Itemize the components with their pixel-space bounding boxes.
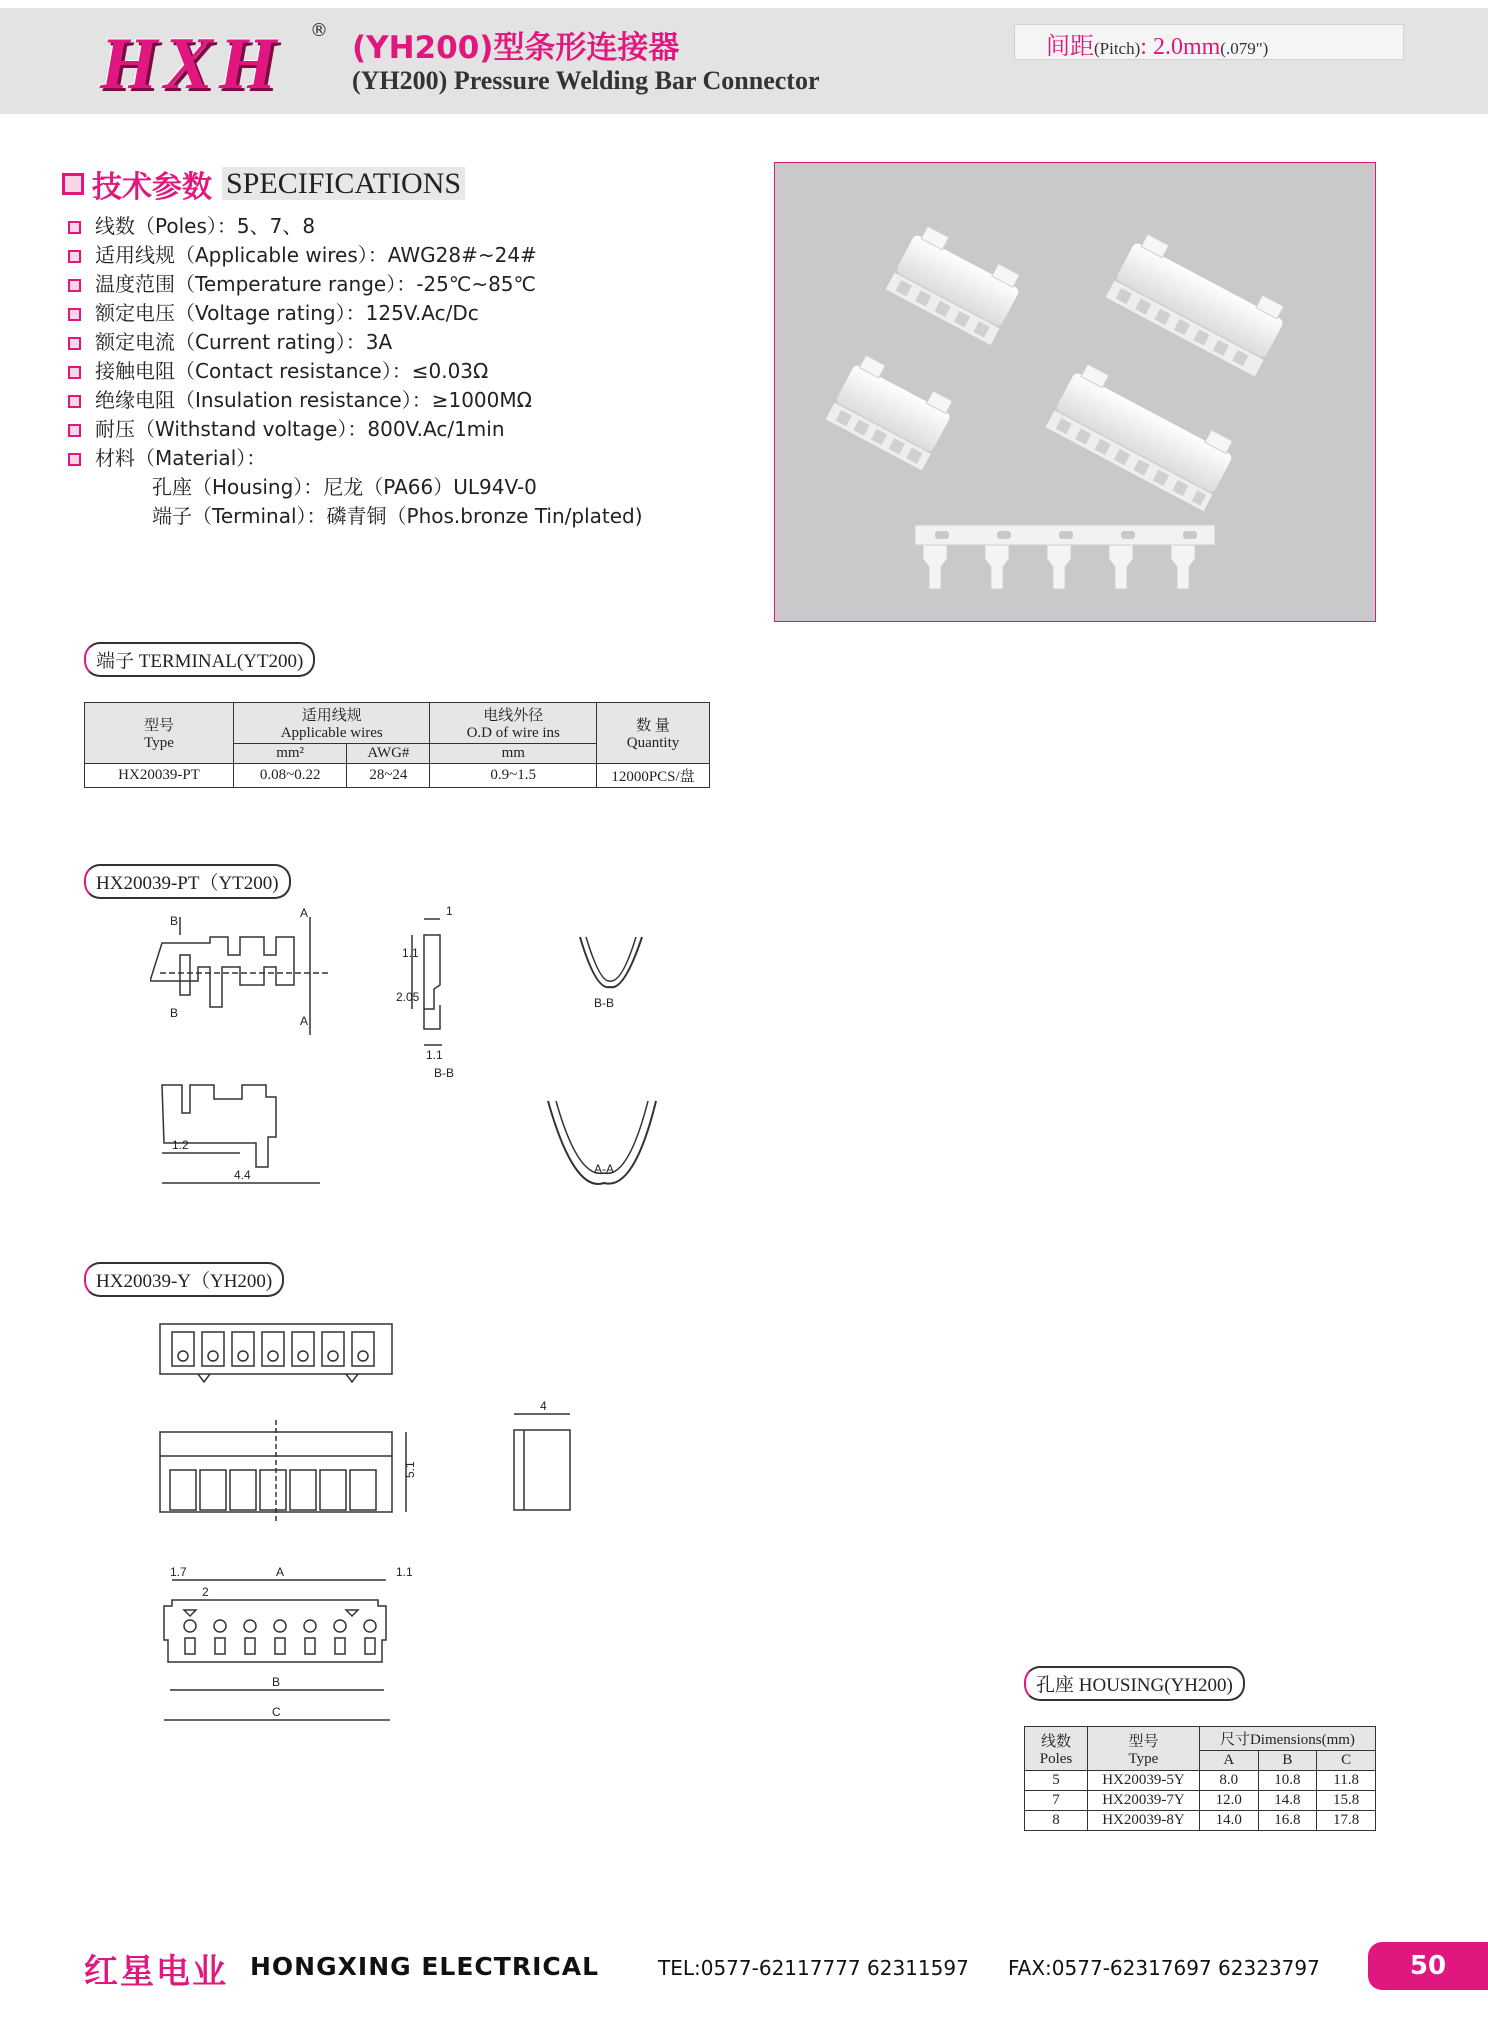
bullet-square-icon bbox=[68, 366, 81, 379]
specs-heading bbox=[62, 162, 465, 206]
spec-item bbox=[68, 268, 536, 297]
cell-qty: 12000PCS/盘 bbox=[597, 764, 710, 788]
spec-item bbox=[68, 326, 392, 355]
spec-text: 温度范围（Temperature range）：-25℃~85℃ bbox=[95, 272, 536, 296]
dim-1-1: 1.1 bbox=[402, 946, 419, 960]
dim-1-1: 1.1 bbox=[426, 1048, 443, 1062]
cell-poles: 7 bbox=[1025, 1791, 1088, 1811]
material-terminal: 端子（Terminal）：磷青铜（Phos.bronze Tin/plated) bbox=[152, 504, 643, 528]
bullet-square-icon bbox=[68, 279, 81, 292]
cell-a: 8.0 bbox=[1199, 1771, 1258, 1791]
dim-a: A bbox=[276, 1565, 285, 1579]
label-a: A bbox=[300, 906, 309, 920]
spec-item bbox=[68, 413, 505, 442]
terminal-table bbox=[84, 702, 710, 788]
th-b: B bbox=[1258, 1751, 1317, 1771]
pitch-label: 间距 bbox=[1046, 34, 1094, 60]
pitch-text bbox=[1046, 26, 1268, 61]
dim-4-4: 4.4 bbox=[234, 1168, 251, 1182]
terminal-drawing bbox=[150, 905, 670, 1195]
th-dimensions: 尺寸Dimensions(mm) bbox=[1199, 1727, 1375, 1751]
bullet-square-icon bbox=[68, 250, 81, 263]
th-type-en: Type bbox=[1128, 1750, 1159, 1767]
label-b-b: B-B bbox=[434, 1066, 455, 1080]
brand-logo: HXH bbox=[100, 23, 283, 105]
dim-2-05: 2.05 bbox=[396, 990, 420, 1004]
th-mm2: mm² bbox=[234, 744, 347, 764]
bullet-square-icon bbox=[68, 395, 81, 408]
table-row bbox=[85, 764, 710, 788]
pitch-label-en: (Pitch) bbox=[1094, 39, 1141, 58]
dim-1: 1 bbox=[446, 905, 453, 918]
dim-c: C bbox=[272, 1705, 281, 1719]
spec-item bbox=[68, 297, 479, 326]
specs-title-cn: 技术参数 bbox=[92, 170, 212, 205]
footer-company-en: HONGXING ELECTRICAL bbox=[250, 1952, 600, 1981]
th-wires-cn: 适用线规 bbox=[301, 708, 362, 724]
bullet-square-icon bbox=[68, 424, 81, 437]
label-a-a: A-A bbox=[594, 1162, 615, 1176]
th-qty bbox=[597, 703, 710, 764]
cell-c: 17.8 bbox=[1317, 1811, 1376, 1831]
pitch-inch: (.079") bbox=[1220, 39, 1269, 58]
cell-a: 12.0 bbox=[1199, 1791, 1258, 1811]
cell-c: 15.8 bbox=[1317, 1791, 1376, 1811]
spec-item bbox=[68, 384, 532, 413]
terminal-strip-illustration bbox=[915, 525, 1215, 589]
dim-b: B bbox=[272, 1675, 281, 1689]
th-wires-en: Applicable wires bbox=[280, 725, 383, 741]
spec-text: 材料（Material）： bbox=[95, 446, 267, 470]
spec-text: 耐压（Withstand voltage）：800V.Ac/1min bbox=[95, 417, 505, 441]
label-a: A bbox=[300, 1014, 309, 1028]
footer-tel: TEL:0577-62117777 62311597 bbox=[658, 1956, 969, 1980]
label-b-b: B-B bbox=[594, 996, 615, 1010]
terminal-section-label: 端子 TERMINAL(YT200) bbox=[84, 642, 315, 677]
heading-square-icon bbox=[62, 173, 84, 195]
th-c: C bbox=[1317, 1751, 1376, 1771]
label-b: B bbox=[170, 914, 179, 928]
spec-text: 适用线规（Applicable wires）：AWG28#~24# bbox=[95, 243, 537, 267]
product-photo bbox=[774, 162, 1376, 622]
page-title-cn: (YH200)型条形连接器 bbox=[352, 30, 680, 66]
th-housing-type bbox=[1088, 1727, 1200, 1771]
housing-section-label: 孔座 HOUSING(YH200) bbox=[1024, 1666, 1245, 1701]
cell-mm2: 0.08~0.22 bbox=[234, 764, 347, 788]
footer-fax: FAX:0577-62317697 62323797 bbox=[1008, 1956, 1320, 1980]
cell-poles: 5 bbox=[1025, 1771, 1088, 1791]
th-wires bbox=[234, 703, 430, 744]
spec-text: 绝缘电阻（Insulation resistance）：≥1000MΩ bbox=[95, 388, 532, 412]
th-od-unit: mm bbox=[430, 744, 597, 764]
cell-awg: 28~24 bbox=[347, 764, 430, 788]
spec-item bbox=[68, 442, 266, 471]
th-awg: AWG# bbox=[347, 744, 430, 764]
cell-type: HX20039-PT bbox=[85, 764, 234, 788]
spec-item bbox=[68, 210, 315, 239]
cell-c: 11.8 bbox=[1317, 1771, 1376, 1791]
th-type-cn: 型号 bbox=[143, 718, 174, 734]
dim-5-1: 5.1 bbox=[403, 1461, 417, 1478]
cell-type: HX20039-5Y bbox=[1088, 1771, 1200, 1791]
bullet-square-icon bbox=[68, 221, 81, 234]
table-row bbox=[1025, 1791, 1376, 1811]
spec-item bbox=[68, 355, 488, 384]
dim-4: 4 bbox=[540, 1399, 547, 1413]
spec-text: 额定电流（Current rating）：3A bbox=[95, 330, 393, 354]
cell-type: HX20039-8Y bbox=[1088, 1811, 1200, 1831]
spec-text: 线数（Poles）：5、7、8 bbox=[95, 214, 316, 238]
footer-company-cn: 红星电业 bbox=[84, 1952, 228, 1992]
cell-od: 0.9~1.5 bbox=[430, 764, 597, 788]
cell-b: 16.8 bbox=[1258, 1811, 1317, 1831]
th-od-en: O.D of wire ins bbox=[466, 725, 560, 741]
material-housing: 孔座（Housing）：尼龙（PA66）UL94V-0 bbox=[152, 475, 537, 499]
cell-b: 10.8 bbox=[1258, 1771, 1317, 1791]
th-poles-cn: 线数 bbox=[1040, 1733, 1071, 1750]
housing-drawing-label: HX20039-Y（YH200) bbox=[84, 1262, 284, 1297]
pt-section-label: HX20039-PT（YT200) bbox=[84, 864, 291, 899]
th-type bbox=[85, 703, 234, 764]
th-type-cn: 型号 bbox=[1128, 1733, 1159, 1750]
cell-poles: 8 bbox=[1025, 1811, 1088, 1831]
table-row bbox=[1025, 1771, 1376, 1791]
specs-title-en: SPECIFICATIONS bbox=[222, 167, 465, 200]
dim-1-1: 1.1 bbox=[396, 1565, 413, 1579]
table-row bbox=[1025, 1811, 1376, 1831]
th-type-en: Type bbox=[144, 735, 174, 751]
label-b: B bbox=[170, 1006, 179, 1020]
th-poles-en: Poles bbox=[1039, 1750, 1073, 1767]
housing-drawing bbox=[150, 1310, 590, 1750]
th-a: A bbox=[1199, 1751, 1258, 1771]
dim-2: 2 bbox=[202, 1585, 209, 1599]
dim-1-2: 1.2 bbox=[172, 1138, 189, 1152]
th-qty-en: Quantity bbox=[626, 735, 680, 751]
dim-1-7: 1.7 bbox=[170, 1565, 187, 1579]
th-od-cn: 电线外径 bbox=[483, 708, 544, 724]
cell-b: 14.8 bbox=[1258, 1791, 1317, 1811]
connector-photo-illustration bbox=[775, 163, 1375, 621]
registered-mark: ® bbox=[310, 20, 328, 41]
cell-a: 14.0 bbox=[1199, 1811, 1258, 1831]
housing-table bbox=[1024, 1726, 1376, 1831]
th-qty-cn: 数 量 bbox=[636, 718, 670, 734]
page-title-en: (YH200) Pressure Welding Bar Connector bbox=[352, 66, 820, 95]
pitch-value: : 2.0mm bbox=[1140, 34, 1221, 60]
bullet-square-icon bbox=[68, 453, 81, 466]
spec-text: 额定电压（Voltage rating）：125V.Ac/Dc bbox=[95, 301, 479, 325]
cell-type: HX20039-7Y bbox=[1088, 1791, 1200, 1811]
spec-text: 接触电阻（Contact resistance）：≤0.03Ω bbox=[95, 359, 489, 383]
page-number: 50 bbox=[1368, 1942, 1488, 1990]
spec-item bbox=[68, 239, 537, 268]
bullet-square-icon bbox=[68, 337, 81, 350]
bullet-square-icon bbox=[68, 308, 81, 321]
th-poles bbox=[1025, 1727, 1088, 1771]
th-od bbox=[430, 703, 597, 744]
